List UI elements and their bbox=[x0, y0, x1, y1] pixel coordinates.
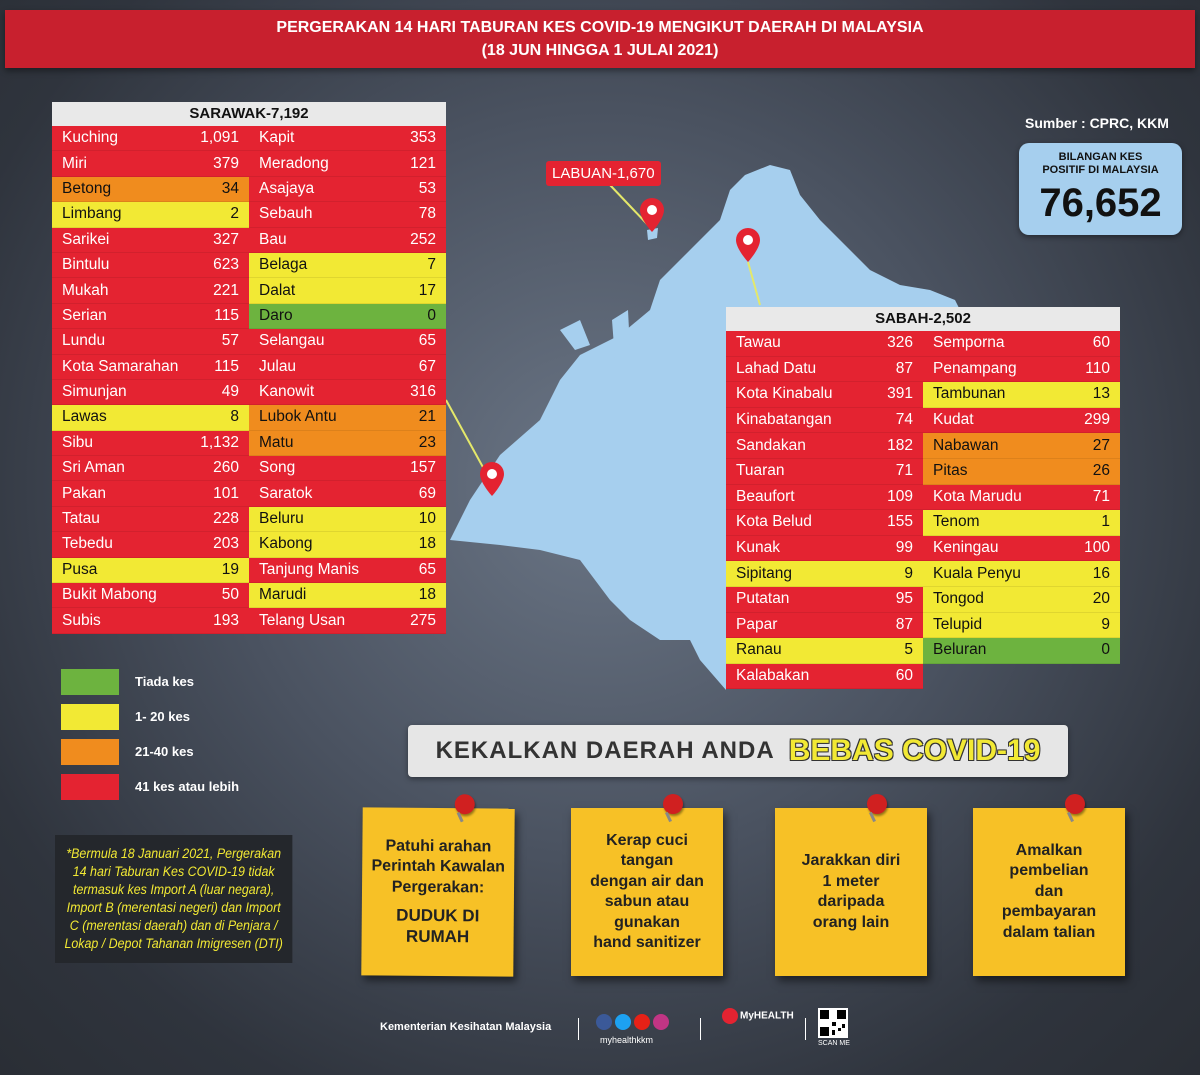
district-row bbox=[249, 177, 446, 202]
district-name: Penampang bbox=[933, 359, 1017, 377]
banner-text-left: KEKALKAN DAERAH ANDA bbox=[435, 737, 775, 764]
sticky-note-line: Amalkan bbox=[1015, 841, 1083, 859]
district-name: Miri bbox=[62, 154, 87, 172]
district-cases: 19 bbox=[221, 560, 239, 578]
district-row bbox=[249, 202, 446, 227]
district-name: Serian bbox=[62, 306, 107, 324]
district-name: Daro bbox=[259, 306, 293, 324]
district-name: Putatan bbox=[736, 590, 790, 608]
district-cases: 193 bbox=[213, 611, 239, 629]
district-row bbox=[52, 126, 249, 151]
district-cases: 1 bbox=[1101, 513, 1110, 531]
sarawak-table bbox=[52, 102, 446, 634]
district-row bbox=[249, 608, 446, 633]
district-row bbox=[249, 456, 446, 481]
district-name: Kapit bbox=[259, 129, 295, 147]
district-row bbox=[726, 485, 923, 511]
district-name: Sarikei bbox=[62, 230, 110, 248]
district-row bbox=[52, 253, 249, 278]
instagram-icon[interactable] bbox=[653, 1014, 669, 1030]
sticky-note-line: DUDUK DI bbox=[396, 905, 480, 926]
legend-item bbox=[61, 699, 239, 734]
district-row bbox=[923, 485, 1120, 511]
sabah-column-left bbox=[726, 331, 923, 689]
district-name: Tawau bbox=[736, 334, 781, 352]
social-handle: myhealthkkm bbox=[600, 1035, 654, 1045]
legend-label: 41 kes atau lebih bbox=[135, 779, 240, 794]
legend-label: Tiada kes bbox=[135, 674, 195, 689]
pushpin-icon bbox=[663, 794, 683, 814]
legend-swatch bbox=[61, 704, 119, 730]
district-row bbox=[249, 355, 446, 380]
district-cases: 67 bbox=[418, 357, 436, 375]
district-name: Matu bbox=[259, 433, 294, 451]
ministry-name: Kementerian Kesihatan Malaysia bbox=[380, 1021, 552, 1033]
district-cases: 71 bbox=[1092, 487, 1110, 505]
district-row bbox=[249, 329, 446, 354]
district-name: Tambunan bbox=[933, 385, 1006, 403]
district-row bbox=[923, 331, 1120, 357]
district-row bbox=[249, 532, 446, 557]
pushpin-icon bbox=[867, 794, 887, 814]
twitter-icon[interactable] bbox=[615, 1014, 631, 1030]
district-cases: 379 bbox=[213, 154, 239, 172]
district-name: Kota Marudu bbox=[933, 487, 1022, 505]
district-name: Bau bbox=[259, 230, 287, 248]
district-name: Sebauh bbox=[259, 205, 313, 223]
district-name: Keningau bbox=[933, 539, 999, 557]
district-cases: 275 bbox=[410, 611, 436, 629]
sticky-note-line: dengan air dan bbox=[590, 872, 704, 890]
district-name: Kota Kinabalu bbox=[736, 385, 833, 403]
district-cases: 8 bbox=[230, 408, 239, 426]
district-row bbox=[249, 380, 446, 405]
district-row bbox=[52, 228, 249, 253]
district-cases: 65 bbox=[418, 560, 436, 578]
sticky-note-line: RUMAH bbox=[405, 926, 470, 947]
district-name: Telupid bbox=[933, 615, 983, 633]
legend bbox=[61, 664, 239, 804]
district-cases: 9 bbox=[1101, 615, 1110, 633]
district-row bbox=[249, 278, 446, 303]
district-cases: 10 bbox=[418, 510, 436, 528]
district-cases: 23 bbox=[418, 433, 436, 451]
district-name: Tuaran bbox=[736, 462, 785, 480]
district-row bbox=[52, 507, 249, 532]
district-cases: 27 bbox=[1092, 436, 1110, 454]
district-cases: 21 bbox=[418, 408, 436, 426]
district-cases: 50 bbox=[221, 586, 239, 604]
district-name: Sandakan bbox=[736, 436, 806, 454]
sticky-note-line: gunakan bbox=[614, 913, 680, 931]
district-name: Kuala Penyu bbox=[933, 564, 1021, 582]
district-row bbox=[52, 431, 249, 456]
district-name: Semporna bbox=[933, 334, 1005, 352]
district-cases: 391 bbox=[887, 385, 913, 403]
district-name: Beluran bbox=[933, 641, 987, 659]
sticky-note-line: hand sanitizer bbox=[593, 934, 701, 951]
total-cases-label: BILANGAN KES POSITIF DI MALAYSIA bbox=[1042, 151, 1159, 176]
district-cases: 53 bbox=[418, 179, 436, 197]
district-cases: 203 bbox=[213, 535, 239, 553]
district-cases: 78 bbox=[418, 205, 436, 223]
legend-swatch bbox=[61, 669, 119, 695]
sticky-note-stay-home bbox=[361, 807, 514, 976]
district-name: Sipitang bbox=[736, 564, 793, 582]
header-date-range: (18 JUN HINGGA 1 JULAI 2021) bbox=[481, 42, 719, 59]
district-row bbox=[726, 331, 923, 357]
sabah-title: SABAH-2,502 bbox=[726, 307, 1120, 331]
qr-code-icon[interactable] bbox=[818, 1008, 848, 1038]
district-name: Julau bbox=[259, 357, 297, 375]
district-name: Kuching bbox=[62, 129, 119, 147]
district-name: Kudat bbox=[933, 411, 974, 429]
district-name: Tebedu bbox=[62, 535, 113, 553]
sticky-note-online-payment bbox=[973, 808, 1125, 976]
district-row bbox=[52, 304, 249, 329]
district-row bbox=[52, 456, 249, 481]
district-name: Kota Samarahan bbox=[62, 357, 179, 375]
district-cases: 57 bbox=[221, 332, 239, 350]
district-cases: 87 bbox=[895, 359, 913, 377]
labuan-label: LABUAN-1,670 bbox=[546, 161, 661, 186]
district-cases: 110 bbox=[1085, 359, 1110, 377]
pushpin-icon bbox=[455, 794, 475, 814]
district-name: Kanowit bbox=[259, 383, 315, 401]
sticky-note-distance bbox=[775, 808, 927, 976]
myhealth-logo-icon bbox=[722, 1008, 738, 1024]
district-row bbox=[923, 613, 1120, 639]
district-name: Betong bbox=[62, 179, 112, 197]
labuan-pin-icon bbox=[640, 198, 664, 232]
district-cases: 18 bbox=[418, 535, 436, 553]
district-cases: 109 bbox=[887, 487, 913, 505]
district-cases: 16 bbox=[1092, 564, 1110, 582]
district-name: Tongod bbox=[933, 590, 984, 608]
district-cases: 326 bbox=[887, 334, 913, 352]
district-cases: 74 bbox=[895, 411, 913, 429]
district-name: Asajaya bbox=[259, 179, 315, 197]
district-row bbox=[249, 228, 446, 253]
district-cases: 71 bbox=[895, 462, 913, 480]
district-name: Bukit Mabong bbox=[62, 586, 157, 604]
legend-item bbox=[61, 664, 239, 699]
district-row bbox=[726, 382, 923, 408]
district-name: Tanjung Manis bbox=[259, 560, 359, 578]
district-row bbox=[923, 561, 1120, 587]
district-row bbox=[726, 664, 923, 690]
total-cases-box bbox=[1019, 143, 1182, 235]
district-cases: 1,091 bbox=[200, 129, 239, 147]
district-name: Telang Usan bbox=[259, 611, 346, 629]
district-cases: 7 bbox=[427, 256, 436, 274]
district-row bbox=[726, 433, 923, 459]
district-name: Tenom bbox=[933, 513, 980, 531]
district-row bbox=[249, 431, 446, 456]
district-row bbox=[52, 532, 249, 557]
district-cases: 101 bbox=[213, 484, 239, 502]
district-cases: 260 bbox=[213, 459, 239, 477]
district-name: Lundu bbox=[62, 332, 106, 350]
header-title: PERGERAKAN 14 HARI TABURAN KES COVID-19 MENGIKUT DAERAH DI MALAYSIA bbox=[276, 19, 924, 36]
sticky-note-line: sabun atau bbox=[604, 893, 690, 910]
district-name: Dalat bbox=[259, 281, 296, 299]
district-cases: 13 bbox=[1092, 385, 1110, 403]
district-name: Pakan bbox=[62, 484, 106, 502]
district-row bbox=[923, 587, 1120, 613]
sticky-note-line: Perintah Kawalan bbox=[371, 857, 505, 876]
district-cases: 353 bbox=[410, 129, 436, 147]
sticky-note-line: Pergerakan: bbox=[391, 878, 485, 897]
district-row bbox=[726, 638, 923, 664]
district-name: Lubok Antu bbox=[259, 408, 337, 426]
legend-label: 1- 20 kes bbox=[135, 709, 190, 724]
sticky-note-line: pembayaran bbox=[1001, 903, 1097, 921]
district-name: Kalabakan bbox=[736, 667, 810, 685]
district-cases: 327 bbox=[213, 230, 239, 248]
district-cases: 34 bbox=[221, 179, 239, 197]
district-name: Beluru bbox=[259, 510, 304, 528]
district-row bbox=[52, 355, 249, 380]
district-row bbox=[249, 481, 446, 506]
district-cases: 49 bbox=[221, 383, 239, 401]
district-name: Saratok bbox=[259, 484, 313, 502]
district-row bbox=[923, 510, 1120, 536]
slogan-banner bbox=[408, 725, 1068, 777]
district-cases: 87 bbox=[895, 615, 913, 633]
social-icons bbox=[596, 1014, 672, 1035]
district-cases: 20 bbox=[1092, 590, 1110, 608]
footer-divider bbox=[578, 1018, 579, 1040]
district-name: Tatau bbox=[62, 510, 100, 528]
sarawak-title: SARAWAK-7,192 bbox=[52, 102, 446, 126]
footnote: *Bermula 18 Januari 2021, Pergerakan 14 hari Taburan Kes COVID-19 tidak termasuk kes Import A (luar negara), Import B (merentasi negeri) dan Import C (merentasi daerah) dan di Penjara / Lokap / Depot Tahanan Imigresen (DTI) bbox=[55, 835, 292, 963]
district-cases: 69 bbox=[418, 484, 436, 502]
facebook-icon[interactable] bbox=[596, 1014, 612, 1030]
district-row bbox=[52, 329, 249, 354]
district-row bbox=[923, 536, 1120, 562]
district-name: Sri Aman bbox=[62, 459, 125, 477]
district-cases: 155 bbox=[887, 513, 913, 531]
district-cases: 60 bbox=[895, 667, 913, 685]
district-row bbox=[52, 278, 249, 303]
banner-text-right: BEBAS COVID-19 bbox=[788, 734, 1041, 767]
legend-swatch bbox=[61, 774, 119, 800]
district-name: Limbang bbox=[62, 205, 122, 223]
district-cases: 18 bbox=[418, 586, 436, 604]
district-row bbox=[726, 587, 923, 613]
district-row bbox=[923, 382, 1120, 408]
legend-item bbox=[61, 769, 239, 804]
sticky-note-line: orang lain bbox=[812, 913, 890, 931]
legend-item bbox=[61, 734, 239, 769]
youtube-icon[interactable] bbox=[634, 1014, 650, 1030]
sticky-note-line: daripada bbox=[817, 893, 885, 910]
district-cases: 60 bbox=[1092, 334, 1110, 352]
district-cases: 1,132 bbox=[200, 433, 239, 451]
sticky-note-line: dan bbox=[1034, 882, 1064, 900]
district-name: Beaufort bbox=[736, 487, 795, 505]
sticky-note-line: pembelian bbox=[1009, 862, 1089, 880]
district-cases: 157 bbox=[410, 459, 436, 477]
district-row bbox=[249, 558, 446, 583]
qr-label: SCAN ME bbox=[818, 1040, 850, 1047]
district-row bbox=[52, 608, 249, 633]
source-text: Sumber : CPRC, KKM bbox=[1025, 115, 1169, 131]
district-name: Kabong bbox=[259, 535, 313, 553]
district-name: Kunak bbox=[736, 539, 780, 557]
district-name: Ranau bbox=[736, 641, 782, 659]
district-name: Bintulu bbox=[62, 256, 110, 274]
district-cases: 2 bbox=[230, 205, 239, 223]
district-row bbox=[52, 202, 249, 227]
footer-divider bbox=[700, 1018, 701, 1040]
district-row bbox=[249, 507, 446, 532]
sabah-column-right bbox=[923, 331, 1120, 689]
district-row bbox=[923, 433, 1120, 459]
footer-divider bbox=[805, 1018, 806, 1040]
district-row bbox=[52, 583, 249, 608]
district-row bbox=[923, 638, 1120, 664]
district-row bbox=[52, 380, 249, 405]
district-name: Meradong bbox=[259, 154, 329, 172]
district-row bbox=[249, 253, 446, 278]
district-name: Song bbox=[259, 459, 296, 477]
sarawak-column-left bbox=[52, 126, 249, 634]
district-row bbox=[923, 459, 1120, 485]
district-row bbox=[726, 536, 923, 562]
district-name: Pusa bbox=[62, 560, 98, 578]
district-name: Lahad Datu bbox=[736, 359, 817, 377]
district-row bbox=[726, 613, 923, 639]
sticky-note-line: 1 meter bbox=[822, 872, 880, 890]
district-row bbox=[249, 405, 446, 430]
district-cases: 623 bbox=[213, 256, 239, 274]
district-cases: 17 bbox=[418, 281, 436, 299]
district-row bbox=[726, 357, 923, 383]
district-row bbox=[923, 408, 1120, 434]
sticky-note-line: tangan bbox=[620, 852, 674, 869]
district-name: Mukah bbox=[62, 281, 109, 299]
district-row bbox=[52, 151, 249, 176]
district-cases: 9 bbox=[904, 564, 913, 582]
district-row bbox=[52, 405, 249, 430]
district-cases: 115 bbox=[214, 306, 239, 324]
district-name: Nabawan bbox=[933, 436, 999, 454]
myhealth-logo: MyHEALTH bbox=[722, 1008, 794, 1024]
district-row bbox=[249, 583, 446, 608]
sticky-note-line: Patuhi arahan bbox=[385, 837, 492, 856]
district-cases: 0 bbox=[427, 306, 436, 324]
pushpin-icon bbox=[1065, 794, 1085, 814]
district-row bbox=[249, 151, 446, 176]
district-cases: 115 bbox=[214, 357, 239, 375]
district-row bbox=[52, 558, 249, 583]
district-cases: 252 bbox=[410, 230, 436, 248]
district-cases: 182 bbox=[887, 436, 913, 454]
district-name: Pitas bbox=[933, 462, 968, 480]
district-name: Simunjan bbox=[62, 383, 127, 401]
sticky-note-line: Jarakkan diri bbox=[801, 852, 901, 869]
district-cases: 228 bbox=[213, 510, 239, 528]
sticky-note-wash-hands bbox=[571, 808, 723, 976]
district-cases: 95 bbox=[895, 590, 913, 608]
page-header bbox=[5, 10, 1195, 68]
district-row bbox=[249, 304, 446, 329]
district-row bbox=[52, 481, 249, 506]
district-name: Marudi bbox=[259, 586, 307, 604]
district-row bbox=[923, 357, 1120, 383]
district-row bbox=[726, 561, 923, 587]
district-row bbox=[249, 126, 446, 151]
legend-label: 21-40 kes bbox=[135, 744, 194, 759]
district-cases: 0 bbox=[1101, 641, 1110, 659]
district-name: Kota Belud bbox=[736, 513, 812, 531]
sticky-note-line: Kerap cuci bbox=[606, 831, 688, 849]
district-cases: 99 bbox=[895, 539, 913, 557]
district-name: Selangau bbox=[259, 332, 325, 350]
district-cases: 221 bbox=[213, 281, 239, 299]
district-name: Kinabatangan bbox=[736, 411, 832, 429]
district-cases: 316 bbox=[410, 383, 436, 401]
sticky-note-line: dalam talian bbox=[1002, 923, 1096, 941]
district-row bbox=[52, 177, 249, 202]
district-cases: 100 bbox=[1084, 539, 1110, 557]
district-cases: 26 bbox=[1092, 462, 1110, 480]
district-cases: 299 bbox=[1084, 411, 1110, 429]
sabah-table bbox=[726, 307, 1120, 689]
district-name: Subis bbox=[62, 611, 101, 629]
district-row bbox=[726, 408, 923, 434]
district-row bbox=[726, 459, 923, 485]
district-cases: 5 bbox=[904, 641, 913, 659]
total-cases-value: 76,652 bbox=[1039, 181, 1162, 225]
district-cases: 121 bbox=[410, 154, 436, 172]
district-name: Papar bbox=[736, 615, 778, 633]
legend-swatch bbox=[61, 739, 119, 765]
district-name: Lawas bbox=[62, 408, 107, 426]
district-name: Sibu bbox=[62, 433, 94, 451]
district-row bbox=[726, 510, 923, 536]
district-cases: 65 bbox=[418, 332, 436, 350]
district-name: Belaga bbox=[259, 256, 308, 274]
sarawak-column-right bbox=[249, 126, 446, 634]
